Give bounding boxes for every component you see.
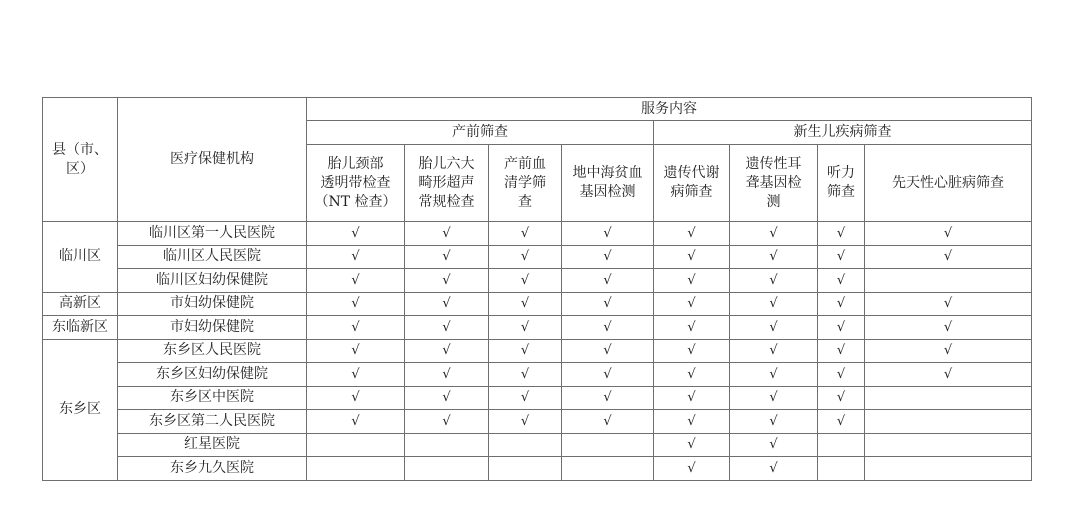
- header-prenatal-screening: 产前筛查: [307, 121, 654, 145]
- check-mark-cell: √: [562, 292, 654, 316]
- check-mark-cell: √: [307, 363, 405, 387]
- org-cell: 东乡区中医院: [118, 386, 307, 410]
- check-mark-cell: √: [405, 363, 489, 387]
- check-mark-cell: √: [865, 292, 1032, 316]
- check-mark-cell: √: [405, 245, 489, 269]
- table-row: [43, 363, 1032, 387]
- table-row: [43, 269, 1032, 293]
- empty-cell: [865, 410, 1032, 434]
- check-mark-cell: √: [489, 245, 562, 269]
- check-mark-cell: √: [654, 316, 730, 340]
- check-mark-cell: √: [562, 339, 654, 363]
- check-mark-cell: √: [562, 245, 654, 269]
- header-row-service: [43, 98, 1032, 121]
- column-header: 遗传代谢 病筛查: [654, 145, 730, 222]
- check-mark-cell: √: [405, 410, 489, 434]
- check-mark-cell: √: [307, 386, 405, 410]
- check-mark-cell: √: [654, 386, 730, 410]
- check-mark-cell: √: [654, 222, 730, 246]
- check-mark-cell: √: [489, 222, 562, 246]
- org-cell: 临川区妇幼保健院: [118, 269, 307, 293]
- column-header: 胎儿六大 畸形超声 常规检查: [405, 145, 489, 222]
- table-row: [43, 292, 1032, 316]
- county-cell: 高新区: [43, 292, 118, 316]
- table-row: [43, 410, 1032, 434]
- column-header: 产前血 清学筛 查: [489, 145, 562, 222]
- check-mark-cell: √: [405, 386, 489, 410]
- check-mark-cell: √: [730, 222, 818, 246]
- check-mark-cell: √: [405, 316, 489, 340]
- check-mark-cell: √: [865, 339, 1032, 363]
- check-mark-cell: √: [489, 410, 562, 434]
- county-cell: 临川区: [43, 222, 118, 293]
- check-mark-cell: √: [730, 316, 818, 340]
- empty-cell: [818, 433, 865, 457]
- org-cell: 市妇幼保健院: [118, 316, 307, 340]
- column-header: 先天性心脏病筛查: [865, 145, 1032, 222]
- check-mark-cell: √: [307, 339, 405, 363]
- check-mark-cell: √: [562, 386, 654, 410]
- empty-cell: [489, 433, 562, 457]
- check-mark-cell: √: [654, 245, 730, 269]
- table-row: [43, 457, 1032, 481]
- table-row: [43, 316, 1032, 340]
- check-mark-cell: √: [730, 433, 818, 457]
- check-mark-cell: √: [818, 410, 865, 434]
- org-cell: 临川区人民医院: [118, 245, 307, 269]
- check-mark-cell: √: [865, 316, 1032, 340]
- screening-services-table: [42, 97, 1032, 481]
- check-mark-cell: √: [818, 222, 865, 246]
- empty-cell: [307, 457, 405, 481]
- check-mark-cell: √: [654, 292, 730, 316]
- check-mark-cell: √: [654, 363, 730, 387]
- check-mark-cell: √: [307, 410, 405, 434]
- check-mark-cell: √: [489, 339, 562, 363]
- table-row: [43, 339, 1032, 363]
- check-mark-cell: √: [562, 316, 654, 340]
- empty-cell: [307, 433, 405, 457]
- county-cell: 东临新区: [43, 316, 118, 340]
- check-mark-cell: √: [730, 339, 818, 363]
- header-org: 医疗保健机构: [118, 98, 307, 222]
- check-mark-cell: √: [818, 292, 865, 316]
- check-mark-cell: √: [562, 363, 654, 387]
- org-cell: 东乡九久医院: [118, 457, 307, 481]
- check-mark-cell: √: [730, 410, 818, 434]
- check-mark-cell: √: [818, 386, 865, 410]
- org-cell: 临川区第一人民医院: [118, 222, 307, 246]
- check-mark-cell: √: [730, 245, 818, 269]
- check-mark-cell: √: [818, 269, 865, 293]
- empty-cell: [405, 433, 489, 457]
- header-service-content: 服务内容: [307, 98, 1032, 121]
- check-mark-cell: √: [405, 292, 489, 316]
- check-mark-cell: √: [654, 433, 730, 457]
- table-row: [43, 433, 1032, 457]
- check-mark-cell: √: [489, 316, 562, 340]
- check-mark-cell: √: [865, 222, 1032, 246]
- column-header: 地中海贫血 基因检测: [562, 145, 654, 222]
- check-mark-cell: √: [654, 457, 730, 481]
- table-row: [43, 245, 1032, 269]
- check-mark-cell: √: [307, 222, 405, 246]
- check-mark-cell: √: [730, 363, 818, 387]
- check-mark-cell: √: [654, 339, 730, 363]
- check-mark-cell: √: [654, 410, 730, 434]
- org-cell: 东乡区第二人民医院: [118, 410, 307, 434]
- check-mark-cell: √: [730, 457, 818, 481]
- empty-cell: [865, 457, 1032, 481]
- check-mark-cell: √: [818, 245, 865, 269]
- check-mark-cell: √: [489, 292, 562, 316]
- empty-cell: [562, 433, 654, 457]
- empty-cell: [865, 269, 1032, 293]
- empty-cell: [405, 457, 489, 481]
- check-mark-cell: √: [405, 339, 489, 363]
- column-header: 听力 筛查: [818, 145, 865, 222]
- check-mark-cell: √: [562, 222, 654, 246]
- header-newborn-screening: 新生儿疾病筛查: [654, 121, 1032, 145]
- column-header: 胎儿颈部 透明带检查 （NT 检查）: [307, 145, 405, 222]
- check-mark-cell: √: [405, 222, 489, 246]
- check-mark-cell: √: [865, 363, 1032, 387]
- empty-cell: [562, 457, 654, 481]
- check-mark-cell: √: [489, 386, 562, 410]
- check-mark-cell: √: [730, 292, 818, 316]
- empty-cell: [865, 386, 1032, 410]
- org-cell: 红星医院: [118, 433, 307, 457]
- check-mark-cell: √: [489, 363, 562, 387]
- check-mark-cell: √: [307, 292, 405, 316]
- check-mark-cell: √: [865, 245, 1032, 269]
- org-cell: 市妇幼保健院: [118, 292, 307, 316]
- column-header: 遗传性耳 聋基因检 测: [730, 145, 818, 222]
- check-mark-cell: √: [818, 339, 865, 363]
- county-cell: 东乡区: [43, 339, 118, 480]
- check-mark-cell: √: [307, 316, 405, 340]
- org-cell: 东乡区人民医院: [118, 339, 307, 363]
- empty-cell: [865, 433, 1032, 457]
- check-mark-cell: √: [818, 363, 865, 387]
- check-mark-cell: √: [730, 386, 818, 410]
- check-mark-cell: √: [307, 245, 405, 269]
- empty-cell: [818, 457, 865, 481]
- check-mark-cell: √: [307, 269, 405, 293]
- check-mark-cell: √: [818, 316, 865, 340]
- check-mark-cell: √: [405, 269, 489, 293]
- table-row: [43, 222, 1032, 246]
- check-mark-cell: √: [654, 269, 730, 293]
- org-cell: 东乡区妇幼保健院: [118, 363, 307, 387]
- check-mark-cell: √: [562, 269, 654, 293]
- check-mark-cell: √: [562, 410, 654, 434]
- table-row: [43, 386, 1032, 410]
- check-mark-cell: √: [730, 269, 818, 293]
- header-county: 县（市、 区）: [43, 98, 118, 222]
- check-mark-cell: √: [489, 269, 562, 293]
- empty-cell: [489, 457, 562, 481]
